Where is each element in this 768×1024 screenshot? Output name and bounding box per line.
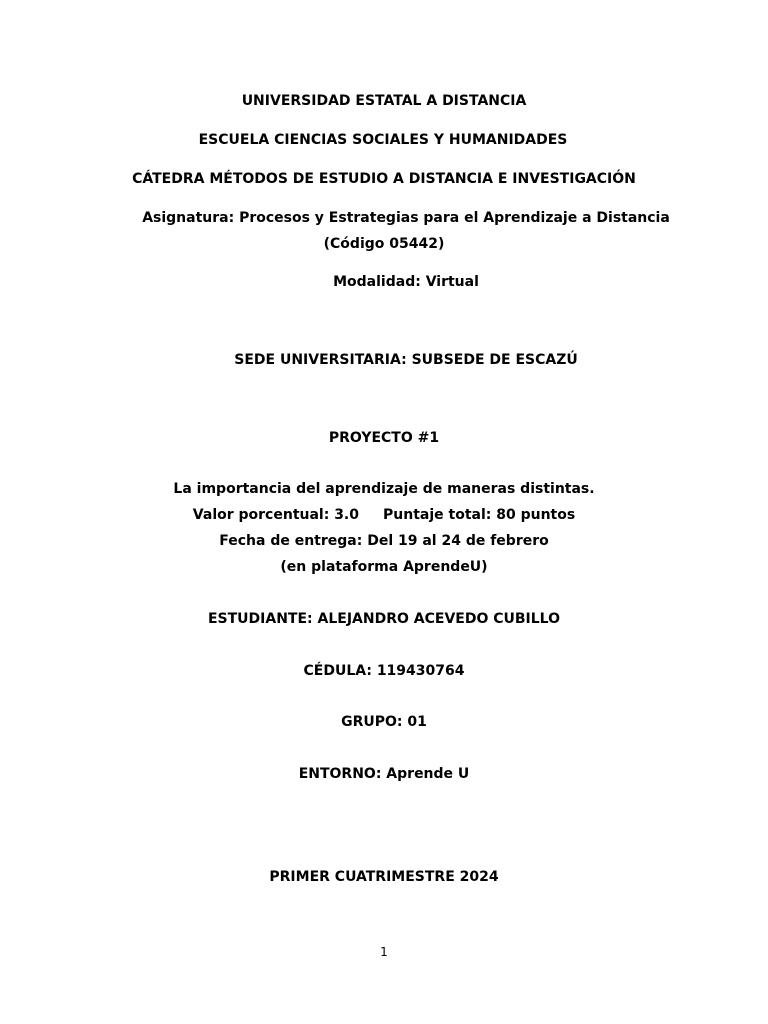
- project-platform: (en plataforma AprendeU): [280, 559, 488, 575]
- subject-line: Asignatura: Procesos y Estrategias para el Aprendizaje a Distancia: [142, 210, 670, 226]
- term: PRIMER CUATRIMESTRE 2024: [269, 869, 499, 885]
- project-title: PROYECTO #1: [328, 430, 440, 446]
- student-group: GRUPO: 01: [341, 714, 427, 730]
- project-total-score: Puntaje total: 80 puntos: [383, 507, 576, 523]
- university-name: UNIVERSIDAD ESTATAL A DISTANCIA: [241, 93, 527, 109]
- subject-code: (Código 05442): [323, 236, 445, 252]
- page-number: 1: [380, 945, 388, 959]
- student-name: ESTUDIANTE: ALEJANDRO ACEVEDO CUBILLO: [207, 611, 561, 627]
- school-name: ESCUELA CIENCIAS SOCIALES Y HUMANIDADES: [198, 132, 568, 148]
- student-id: CÉDULA: 119430764: [303, 663, 465, 679]
- student-environment: ENTORNO: Aprende U: [298, 766, 470, 782]
- chair-name: CÁTEDRA MÉTODOS DE ESTUDIO A DISTANCIA E INVESTIGACIÓN: [132, 171, 636, 187]
- project-topic: La importancia del aprendizaje de maneras distintas.: [173, 481, 595, 497]
- project-value: Valor porcentual: 3.0: [192, 507, 359, 523]
- campus: SEDE UNIVERSITARIA: SUBSEDE DE ESCAZÚ: [234, 352, 578, 368]
- modality: Modalidad: Virtual: [333, 274, 479, 290]
- project-value-score: [0, 506, 768, 524]
- project-due-date: Fecha de entrega: Del 19 al 24 de febrero: [219, 533, 549, 549]
